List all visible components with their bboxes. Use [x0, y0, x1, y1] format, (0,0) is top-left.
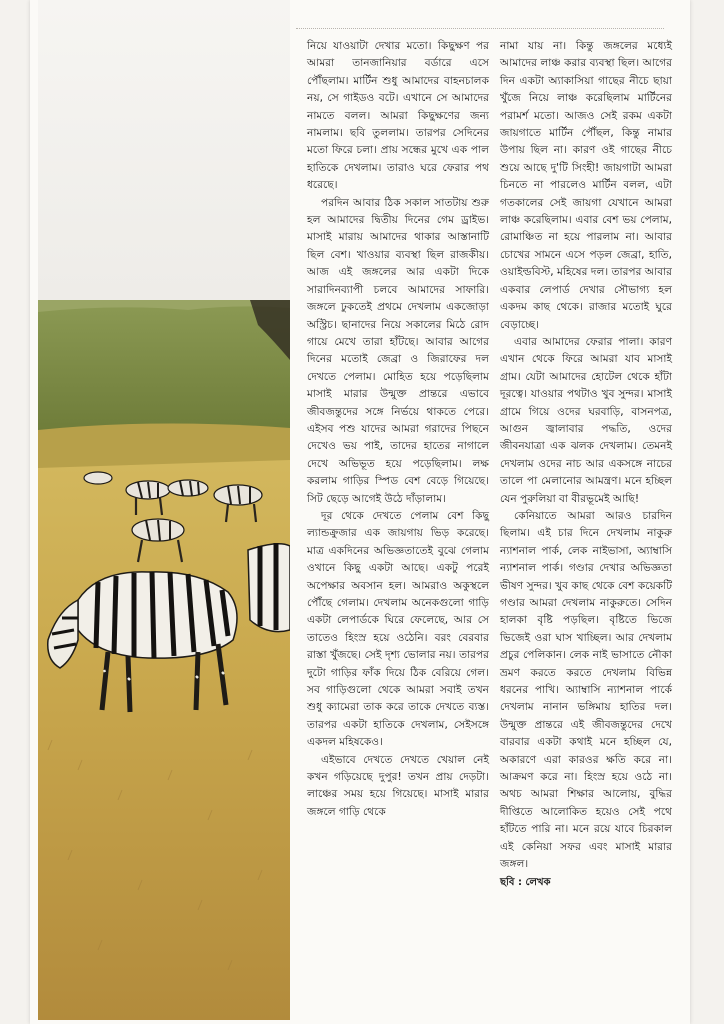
paragraph: দূর থেকে দেখতে পেলাম বেশ কিছু ল্যান্ডক্রুজার এক জায়গায় ভিড় করেছে। মাত্র একদিনের অভিজ্ঞতাতেই বুঝে গেলাম ওখানে কিছু একটা আছে। একটু পরেই অপেক্ষার অবসান হল। আমরাও অকুস্থলে পৌঁছে গেলাম। দেখলাম অনেকগুলো গাড়ি একটা লেপার্ডকে ঘিরে ফেলেছে, আর সে তাতেও হিংস্র হয়ে ওঠেনি। বরং বেরবার রাস্তা খুঁজছে। সেই দৃশ্য ভোলার নয়। তারপর দুটো গাড়ির ফাঁক দিয়ে ঠিক বেরিয়ে গেল। সব গাড়িগুলো থেকে আমরা সবাই তখন শুধু ক্যামেরা তাক করে তাকে দেখতে ব্যস্ত। তারপর একটা হাতিকে দেখলাম, সেইসঙ্গে একদল মহিষকেও।	[307, 509, 489, 749]
top-divider	[296, 28, 664, 29]
paragraph: নামা যায় না। কিন্তু জঙ্গলের মধ্যেই আমাদের লাঞ্চ করার ব্যবস্থা ছিল। আগের দিন একটা অ্যাকাসিয়া গাছের নীচে ছায়া খুঁজে নিয়ে লাঞ্চ করেছিলাম মার্টিনের পরামর্শ মতো। আজও সেই রকম একটা জায়গাতে মার্টিন পৌঁছল, কিন্তু নামার উপায় ছিল না। কারণ ওই গাছের নীচে শুয়ে আছে দু'টি সিংহী! জায়গাটা আমরা চিনতে না পারলেও মার্টিন বলল, এটা গতকালের সেই জায়গা যেখানে আমরা লাঞ্চ করেছিলাম। এবার বেশ ভয় পেলাম, রোমাঞ্চিত না হয়ে পারলাম না। আবার চোখের সামনে এসে পড়ল জেব্রা, হাতি, ওয়াইল্ডবিস্ট, মহিষের দল। তারপর আবার একবার লেপার্ড দেখার সৌভাগ্য হল একদম কাছ থেকে। রাজার মতোই ঘুরে বেড়াচ্ছে।	[500, 40, 672, 331]
paragraph: এবার আমাদের ফেরার পালা। কারণ এখান থেকে ফিরে আমরা যাব মাসাই গ্রাম। যেটা আমাদের হোটেল থেকে হাঁটা দূরত্বে। যাওয়ার পথটাও খুব সুন্দর। মাসাই গ্রামে গিয়ে ওদের ঘরবাড়ি, বাসনপত্র, আগুন জ্বালাবার পদ্ধতি, ওদের জীবনযাত্রা এক ঝলক দেখলাম। তেমনই দেখলাম ওদের নাচ আর একসঙ্গে নাচের তালে পা মেলানোর আমন্ত্রণ। মনে হচ্ছিল যেন পুরুলিয়া বা বীরভূমেই আছি!	[500, 335, 672, 505]
paragraph: এইভাবে দেখতে দেখতে খেয়াল নেই কখন গড়িয়েছে দুপুর! তখন প্রায় দেড়টা। লাঞ্চের সময় হয়ে গিয়েছে। মাসাই মারার জঙ্গলে গাড়ি থেকে	[307, 753, 489, 818]
paragraph: পরদিন আবার ঠিক সকাল সাতটায় শুরু হল আমাদের দ্বিতীয় দিনের গেম ড্রাইভ। মাসাই মারায় আমাদের থাকার আস্তানাটি ছিল বেশ। খাওয়ার ব্যবস্থা ছিল রাজকীয়। আজ এই জঙ্গলের আর একটা দিকে সারাদিনব্যাপী চলবে আমাদের সাফারি। জঙ্গলে ঢুকতেই প্রথমে দেখলাম একজোড়া অস্ট্রিচ। ছানাদের নিয়ে সকালের মিঠে রোদ গায়ে মেখে তারা হাঁটছে। আবার আগের দিনের মতোই জেব্রা ও জিরাফের দল দেখতে পেলাম। মোহিত হয়ে পড়েছিলাম মাসাই মারার উন্মুক্ত প্রান্তরে এভাবে জীবজন্তুদের সঙ্গে নির্ভয়ে থাকতে পেরে। এইসব পশু যাদের আমরা গরাদের পিছনে দেখেও ভয় পাই, তাদের হাতের নাগালে দেখে অভিভূত হয়ে পড়েছিলাম। লক্ষ করলাম গাড়ির স্পিড বেশ বেড়ে গিয়েছে। সিট ছেড়ে আগেই উঠে দাঁড়ালাম।	[307, 196, 489, 505]
paragraph: নিয়ে যাওয়াটা দেখার মতো। কিছুক্ষণ পর আমরা তানজানিয়ার বর্ডারে এসে পৌঁছলাম। মার্টিন শুধু আমাদের বাহনচালক নয়, সে গাইডও বটে। এখানে সে আমাদের নামতে বলল। আমরা কিছুক্ষণের জন্য নামলাম। ছবি তুললাম। তারপর সেদিনের মতো ফিরে চলা। প্রায় সন্ধের মুখে এক পাল হাতিকে দেখলাম। তারাও ঘরে ফেরার পথ ধরেছে।	[307, 40, 489, 192]
zebra-photo	[38, 300, 290, 1020]
text-column-2	[500, 38, 672, 891]
text-column-1	[307, 38, 489, 821]
paragraph: কেনিয়াতে আমরা আরও চারদিন ছিলাম। এই চার দিনে দেখলাম নাকুরু ন্যাশনাল পার্ক, লেক নাইভাসা, অ্যাম্বাসি ন্যাশনাল পার্ক। গণ্ডার দেখার অভিজ্ঞতা ভীষণ সুন্দর। খুব কাছ থেকে বেশ কয়েকটি গণ্ডার আমরা দেখলাম নাকুরুতে। সেদিন হালকা বৃষ্টি পড়ছিল। বৃষ্টিতে ভিজে ভিজেই ওরা ঘাস খাচ্ছিল। আর দেখলাম প্রচুর পেলিকান। লেক নাই ভাসাতে নৌকা ভ্রমণ করতে করতে দেখলাম বিভিন্ন ধরনের পাখি। অ্যাম্বাসি ন্যাশনাল পার্কে দেখলাম নানান ভঙ্গিমায় হাতির দল। উন্মুক্ত প্রান্তরে এই জীবজন্তুদের দেখে বারবার একটা কথাই মনে হচ্ছিল যে, অকারণে এরা কারওর ক্ষতি করে না। আক্রমণ করে না। হিংস্র হয়ে ওঠে না। অথচ আমরা শিক্ষার আলোয়, বুদ্ধির দীপ্তিতে আলোকিত হয়েও সেই পথে হাঁটতে পারি না। মনে রয়ে যাবে চিরকাল এই কেনিয়া সফর এবং মাসাই মারার জঙ্গল।	[500, 509, 672, 871]
photo-credit: ছবি : লেখক	[500, 876, 551, 888]
photo-sky-area	[38, 0, 290, 300]
